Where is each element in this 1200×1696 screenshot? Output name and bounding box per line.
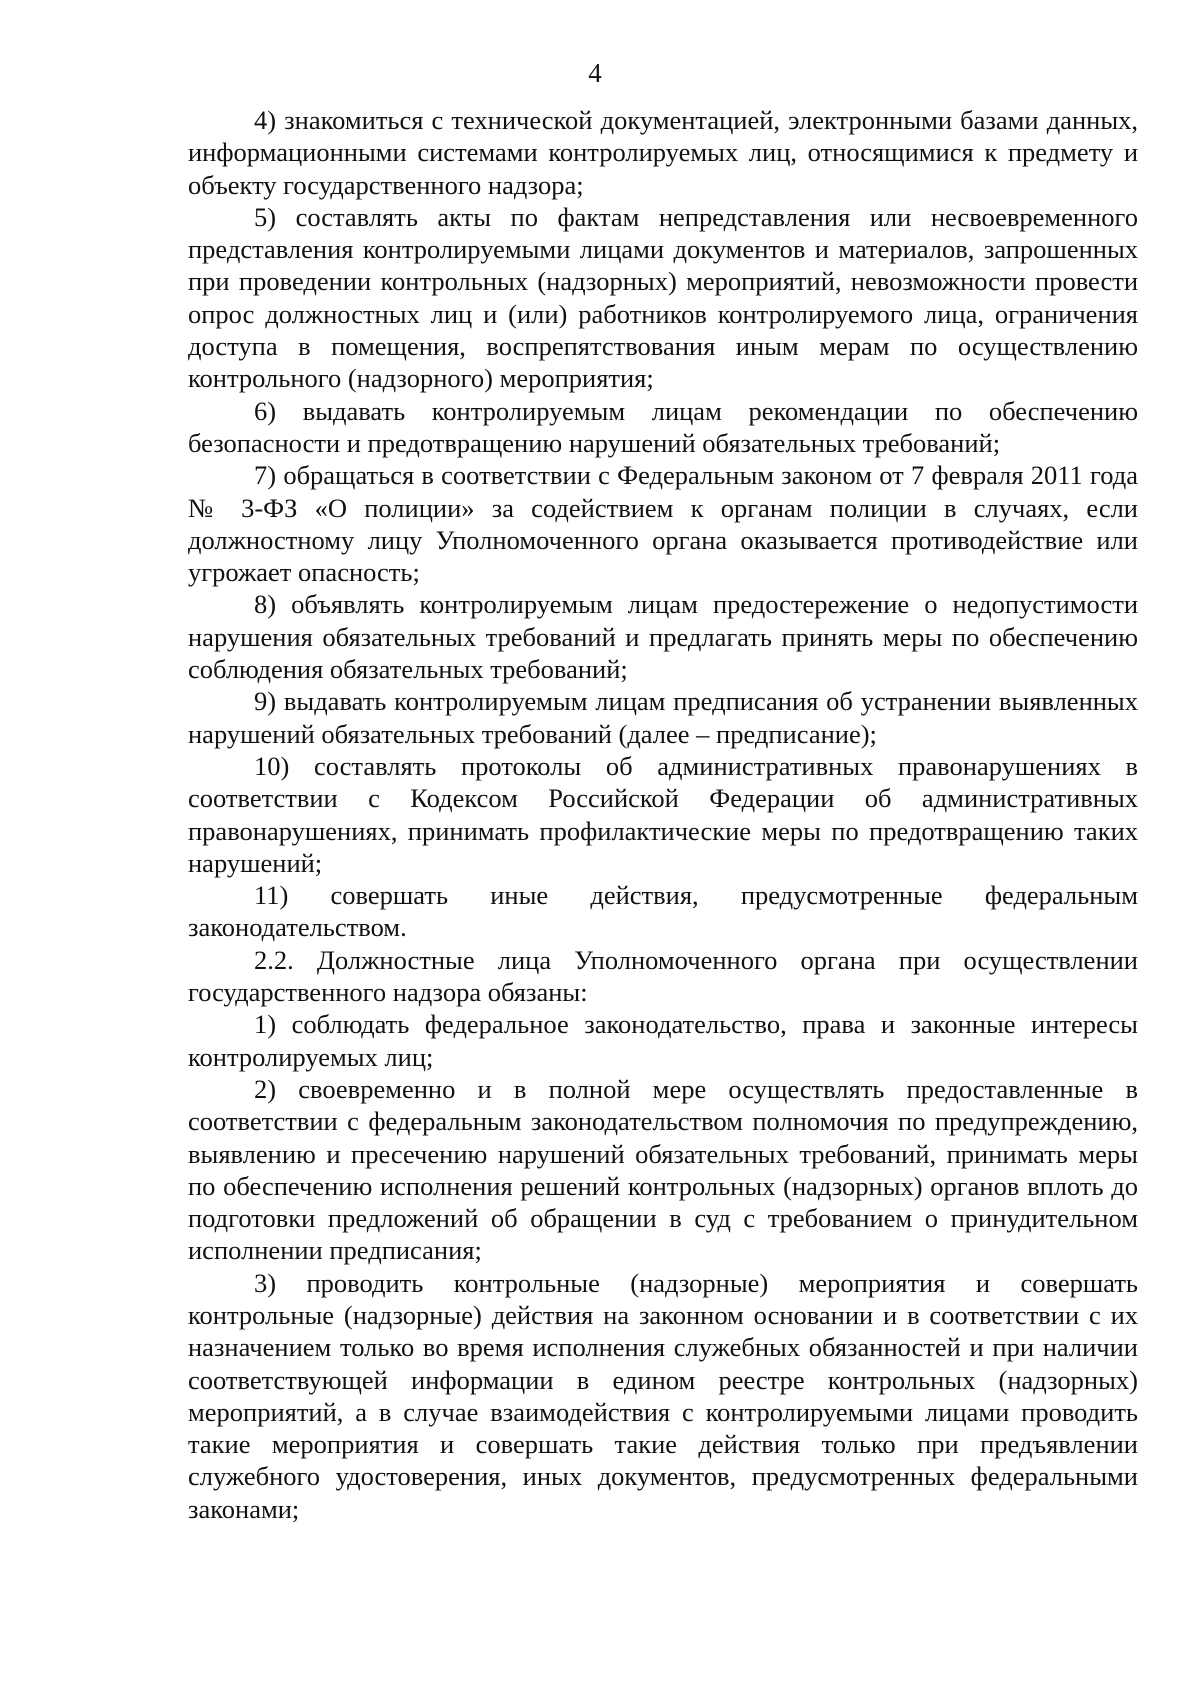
paragraph-item-6: 6) выдавать контролируемым лицам рекомендации по обеспечению безопасности и предотвращению нарушений обязательных требований;: [188, 395, 1138, 458]
paragraph-item-9: 9) выдавать контролируемым лицам предписания об устранении выявленных нарушений обязательных требований (далее – предписание);: [188, 686, 1138, 749]
paragraph-item-4: 4) знакомиться с технической документацией, электронными базами данных, информационными системами контролируемых лиц, относящимися к предмету и объекту государственного надзора;: [188, 105, 1138, 200]
obligation-item-3: 3) проводить контрольные (надзорные) мероприятия и совершать контрольные (надзорные) действия на законном основании и в соответствии с их назначением только во время исполнения служебных обязанностей и при наличии соответствующей информации в едином реестре контрольных (надзорных) мероприятий, а в случае взаимодействия с контролируемыми лицами проводить такие мероприятия и совершать такие действия только при предъявлении служебного удостоверения, иных документов, предусмотренных федеральными законами;: [188, 1267, 1138, 1524]
section-2-2-heading-paragraph: 2.2. Должностные лица Уполномоченного органа при осуществлении государственного надзора обязаны:: [188, 944, 1138, 1008]
paragraph-item-10: 10) составлять протоколы об административных правонарушениях в соответствии с Кодексом Российской Федерации об административных правонарушениях, принимать профилактические меры по предотвращению таких нарушений;: [188, 750, 1138, 878]
paragraph-item-8: 8) объявлять контролируемым лицам предостережение о недопустимости нарушения обязательных требований и предлагать принять меры по обеспечению соблюдения обязательных требований;: [188, 589, 1138, 685]
obligation-item-2: 2) своевременно и в полной мере осуществлять предоставленные в соответствии с федеральным законодательством полномочия по предупреждению, выявлению и пресечению нарушений обязательных требований, принимать меры по обеспечению исполнения решений контрольных (надзорных) органов вплоть до подготовки предложений об обращении в суд с требованием о принудительном исполнении предписания;: [188, 1073, 1138, 1266]
page-number: 4: [588, 58, 602, 88]
paragraph-item-5: 5) составлять акты по фактам непредставления или несвоевременного представления контролируемыми лицами документов и материалов, запрошенных при проведении контрольных (надзорных) мероприятий, невозможности провести опрос должностных лиц и (или) работников контролируемого лица, ограничения доступа в помещения, воспрепятствования иным мерам по осуществлению контрольного (надзорного) мероприятия;: [188, 201, 1138, 394]
paragraph-item-7: 7) обращаться в соответствии с Федеральным законом от 7 февраля 2011 года № 3-ФЗ «О полиции» за содействием к органам полиции в случаях, если должностному лицу Уполномоченного органа оказывается противодействие или угрожает опасность;: [188, 460, 1138, 588]
document-body: [188, 104, 1138, 1525]
obligation-item-1: 1) соблюдать федеральное законодательство, права и законные интересы контролируемых лиц;: [188, 1009, 1138, 1072]
paragraph-item-11: 11) совершать иные действия, предусмотренные федеральным законодательством.: [188, 880, 1138, 943]
